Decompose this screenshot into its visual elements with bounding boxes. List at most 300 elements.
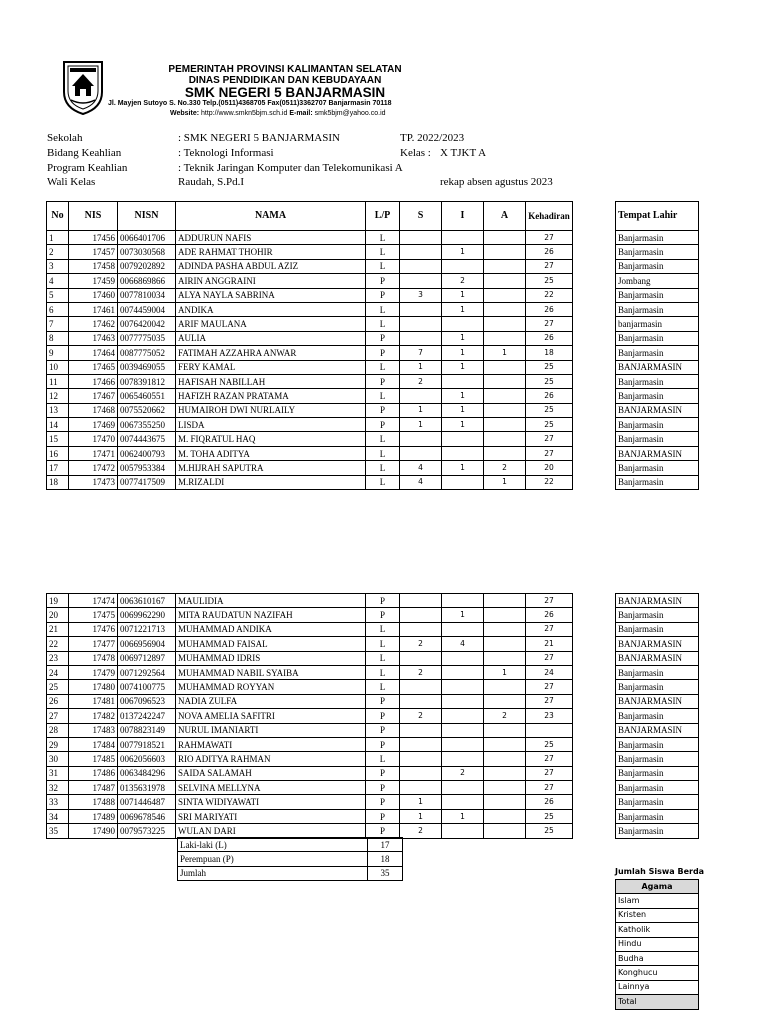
cell-nama: SELVINA MELLYNA [176, 781, 366, 795]
cell-nama: MITA RAUDATUN NAZIFAH [176, 608, 366, 622]
tempat-row [616, 608, 699, 622]
cell-izin: 1 [442, 389, 484, 403]
table-row [47, 461, 573, 475]
tempat-row [616, 274, 699, 288]
cell-tempat-lahir: Banjarmasin [616, 259, 699, 273]
table-row [47, 737, 573, 751]
cell-nisn: 0069962290 [118, 608, 176, 622]
tempat-row [616, 622, 699, 636]
table-header-row [47, 202, 573, 231]
cell-nama: AIRIN ANGGRAINI [176, 274, 366, 288]
cell-nis: 17475 [69, 608, 118, 622]
cell-tempat-lahir: Banjarmasin [616, 737, 699, 751]
cell-nis: 17486 [69, 766, 118, 780]
cell-lp: L [366, 446, 400, 460]
cell-nisn: 0063610167 [118, 594, 176, 608]
cell-kehadiran: 27 [526, 446, 573, 460]
tempat-row [616, 461, 699, 475]
cell-izin: 4 [442, 637, 484, 651]
cell-sakit [400, 781, 442, 795]
table-row [47, 475, 573, 489]
cell-tempat-lahir: Banjarmasin [616, 302, 699, 316]
cell-no: 19 [47, 594, 69, 608]
cell-sakit: 2 [400, 637, 442, 651]
table-row [47, 809, 573, 823]
cell-alpa [484, 302, 526, 316]
cell-nisn: 0079202892 [118, 259, 176, 273]
cell-tempat-lahir: Banjarmasin [616, 809, 699, 823]
table-row [47, 317, 573, 331]
cell-no: 23 [47, 651, 69, 665]
cell-no: 11 [47, 374, 69, 388]
cell-nis: 17456 [69, 231, 118, 245]
cell-kehadiran: 27 [526, 694, 573, 708]
agama-item: Katholik [616, 923, 699, 937]
cell-nisn: 0071221713 [118, 622, 176, 636]
cell-nama: AULIA [176, 331, 366, 345]
cell-izin: 1 [442, 245, 484, 259]
cell-no: 26 [47, 694, 69, 708]
cell-sakit: 2 [400, 374, 442, 388]
cell-alpa [484, 651, 526, 665]
table-row [47, 374, 573, 388]
cell-no: 9 [47, 346, 69, 360]
tempat-row [616, 752, 699, 766]
cell-nisn: 0073030568 [118, 245, 176, 259]
cell-alpa [484, 374, 526, 388]
cell-lp: L [366, 637, 400, 651]
cell-alpa [484, 317, 526, 331]
cell-kehadiran: 25 [526, 737, 573, 751]
summary-row [178, 838, 403, 852]
cell-alpa [484, 680, 526, 694]
cell-nis: 17467 [69, 389, 118, 403]
cell-sakit: 3 [400, 288, 442, 302]
cell-sakit: 4 [400, 475, 442, 489]
cell-nis: 17457 [69, 245, 118, 259]
summary-row [178, 866, 403, 880]
col-nisn: NISN [118, 202, 176, 231]
col-tempat-lahir: Tempat Lahir [616, 202, 699, 231]
cell-alpa [484, 781, 526, 795]
table-row [47, 403, 573, 417]
cell-izin [442, 432, 484, 446]
wali-value: Raudah, S.Pd.I [178, 176, 244, 188]
cell-nis: 17471 [69, 446, 118, 460]
cell-no: 6 [47, 302, 69, 316]
bidang-value: : Teknologi Informasi [178, 147, 274, 159]
cell-kehadiran [526, 723, 573, 737]
cell-nama: NURUL IMANIARTI [176, 723, 366, 737]
cell-nisn: 0067355250 [118, 418, 176, 432]
cell-lp: P [366, 594, 400, 608]
cell-nama: HUMAIROH DWI NURLAILY [176, 403, 366, 417]
table-row [47, 432, 573, 446]
cell-nama: NOVA AMELIA SAFITRI [176, 709, 366, 723]
agama-item: Kristen [616, 908, 699, 922]
tempat-row [616, 432, 699, 446]
cell-nama: M.RIZALDI [176, 475, 366, 489]
summary-value: 17 [368, 838, 403, 852]
cell-izin [442, 781, 484, 795]
cell-lp: L [366, 360, 400, 374]
cell-nis: 17485 [69, 752, 118, 766]
cell-no: 28 [47, 723, 69, 737]
email-link[interactable]: smk5bjm@yahoo.co.id [314, 110, 386, 117]
cell-nisn: 0078391812 [118, 374, 176, 388]
summary-row [178, 852, 403, 866]
cell-izin: 1 [442, 331, 484, 345]
cell-tempat-lahir: Banjarmasin [616, 781, 699, 795]
cell-alpa [484, 231, 526, 245]
cell-sakit [400, 694, 442, 708]
cell-nis: 17460 [69, 288, 118, 302]
cell-nama: SINTA WIDIYAWATI [176, 795, 366, 809]
tempat-row [616, 331, 699, 345]
cell-izin: 1 [442, 346, 484, 360]
cell-no: 22 [47, 637, 69, 651]
tempat-row [616, 737, 699, 751]
cell-alpa [484, 809, 526, 823]
cell-lp: L [366, 622, 400, 636]
agama-row [616, 995, 699, 1009]
tempat-row [616, 723, 699, 737]
cell-nisn: 0066956904 [118, 637, 176, 651]
cell-kehadiran: 25 [526, 374, 573, 388]
table-row [47, 665, 573, 679]
cell-sakit [400, 317, 442, 331]
cell-tempat-lahir: Banjarmasin [616, 245, 699, 259]
cell-alpa [484, 608, 526, 622]
cell-nisn: 0069678546 [118, 809, 176, 823]
tempat-row [616, 231, 699, 245]
cell-nisn: 0069712897 [118, 651, 176, 665]
bidang-label: Bidang Keahlian [47, 147, 122, 159]
agama-row [616, 937, 699, 951]
cell-no: 16 [47, 446, 69, 460]
cell-nis: 17488 [69, 795, 118, 809]
cell-no: 25 [47, 680, 69, 694]
cell-nis: 17469 [69, 418, 118, 432]
cell-nis: 17480 [69, 680, 118, 694]
cell-nisn: 0077918521 [118, 737, 176, 751]
col-kehadiran: Kehadiran [526, 202, 573, 231]
tempat-row [616, 360, 699, 374]
agama-table [615, 879, 699, 1010]
cell-sakit [400, 608, 442, 622]
cell-tempat-lahir: banjarmasin [616, 317, 699, 331]
cell-lp: L [366, 231, 400, 245]
website-link[interactable]: http://www.smkn5bjm.sch.id [201, 110, 288, 117]
cell-lp: L [366, 475, 400, 489]
cell-nama: WULAN DARI [176, 824, 366, 838]
cell-izin [442, 475, 484, 489]
cell-kehadiran: 26 [526, 389, 573, 403]
agama-item: Lainnya [616, 980, 699, 994]
cell-nama: ADDURUN NAFIS [176, 231, 366, 245]
col-nis: NIS [69, 202, 118, 231]
cell-nis: 17482 [69, 709, 118, 723]
table-row [47, 288, 573, 302]
cell-nama: M. TOHA ADITYA [176, 446, 366, 460]
cell-nis: 17481 [69, 694, 118, 708]
table-row [47, 709, 573, 723]
table-row [47, 346, 573, 360]
cell-alpa [484, 737, 526, 751]
kelas-label: Kelas : [400, 147, 431, 159]
cell-alpa [484, 331, 526, 345]
cell-lp: L [366, 245, 400, 259]
cell-alpa: 1 [484, 665, 526, 679]
cell-tempat-lahir: Banjarmasin [616, 795, 699, 809]
cell-nis: 17465 [69, 360, 118, 374]
cell-izin: 1 [442, 288, 484, 302]
table-row [47, 608, 573, 622]
tempat-row [616, 594, 699, 608]
cell-nis: 17489 [69, 809, 118, 823]
program-value: : Teknik Jaringan Komputer dan Telekomunikasi A [178, 162, 403, 174]
cell-kehadiran: 24 [526, 665, 573, 679]
cell-nama: NADIA ZULFA [176, 694, 366, 708]
tempat-row [616, 766, 699, 780]
cell-lp: L [366, 259, 400, 273]
tempat-row [616, 418, 699, 432]
cell-nama: MAULIDIA [176, 594, 366, 608]
sekolah-label: Sekolah [47, 132, 83, 144]
cell-izin: 1 [442, 809, 484, 823]
cell-nisn: 0135631978 [118, 781, 176, 795]
agama-row [616, 966, 699, 980]
table-row [47, 446, 573, 460]
cell-no: 10 [47, 360, 69, 374]
cell-izin [442, 709, 484, 723]
cell-nisn: 0062056603 [118, 752, 176, 766]
table-row [47, 637, 573, 651]
tempat-row [616, 302, 699, 316]
cell-tempat-lahir: BANJARMASIN [616, 403, 699, 417]
cell-no: 4 [47, 274, 69, 288]
cell-tempat-lahir: Banjarmasin [616, 389, 699, 403]
cell-sakit [400, 432, 442, 446]
agama-item: Islam [616, 894, 699, 908]
cell-lp: P [366, 737, 400, 751]
cell-lp: L [366, 317, 400, 331]
tempat-lahir-table-2 [615, 593, 699, 839]
cell-no: 1 [47, 231, 69, 245]
cell-izin: 2 [442, 274, 484, 288]
cell-nama: HAFIZH RAZAN PRATAMA [176, 389, 366, 403]
agama-row [616, 951, 699, 965]
tempat-header-row [616, 202, 699, 231]
cell-nisn: 0063484296 [118, 766, 176, 780]
cell-no: 12 [47, 389, 69, 403]
table-row [47, 594, 573, 608]
cell-izin [442, 723, 484, 737]
header-address: Jl. Mayjen Sutoyo S. No.330 Telp.(0511)4368705 Fax(0511)3362707 Banjarmasin 70118 [108, 100, 392, 107]
cell-alpa [484, 274, 526, 288]
tempat-row [616, 694, 699, 708]
cell-tempat-lahir: BANJARMASIN [616, 637, 699, 651]
cell-lp: P [366, 766, 400, 780]
cell-nama: MUHAMMAD ANDIKA [176, 622, 366, 636]
header-line-2: DINAS PENDIDIKAN DAN KEBUDAYAAN [188, 75, 382, 86]
cell-kehadiran: 25 [526, 418, 573, 432]
cell-sakit [400, 651, 442, 665]
table-row [47, 389, 573, 403]
cell-sakit [400, 389, 442, 403]
cell-alpa: 2 [484, 709, 526, 723]
cell-tempat-lahir: BANJARMASIN [616, 446, 699, 460]
cell-sakit: 2 [400, 824, 442, 838]
cell-nisn: 0078823149 [118, 723, 176, 737]
cell-nis: 17470 [69, 432, 118, 446]
cell-kehadiran: 25 [526, 360, 573, 374]
table-row [47, 752, 573, 766]
kelas-value: X TJKT A [440, 147, 487, 159]
cell-kehadiran: 27 [526, 680, 573, 694]
cell-kehadiran: 27 [526, 231, 573, 245]
tempat-row [616, 665, 699, 679]
agama-row [616, 980, 699, 994]
cell-kehadiran: 20 [526, 461, 573, 475]
cell-sakit [400, 231, 442, 245]
table-row [47, 723, 573, 737]
cell-alpa [484, 766, 526, 780]
cell-nisn: 0066401706 [118, 231, 176, 245]
cell-no: 32 [47, 781, 69, 795]
cell-nisn: 0074459004 [118, 302, 176, 316]
cell-nis: 17476 [69, 622, 118, 636]
table-row [47, 302, 573, 316]
cell-no: 17 [47, 461, 69, 475]
cell-alpa [484, 446, 526, 460]
cell-izin [442, 374, 484, 388]
cell-sakit [400, 723, 442, 737]
cell-nisn: 0087775052 [118, 346, 176, 360]
cell-nisn: 0076420042 [118, 317, 176, 331]
col-nama: NAMA [176, 202, 366, 231]
table-row [47, 680, 573, 694]
cell-nama: SRI MARIYATI [176, 809, 366, 823]
cell-alpa [484, 389, 526, 403]
cell-tempat-lahir: BANJARMASIN [616, 651, 699, 665]
cell-kehadiran: 26 [526, 302, 573, 316]
cell-izin [442, 231, 484, 245]
tempat-row [616, 389, 699, 403]
cell-lp: P [366, 274, 400, 288]
cell-kehadiran: 27 [526, 651, 573, 665]
cell-izin [442, 752, 484, 766]
tempat-row [616, 781, 699, 795]
cell-nis: 17478 [69, 651, 118, 665]
attendance-table-2 [46, 593, 573, 839]
cell-no: 24 [47, 665, 69, 679]
summary-label: Perempuan (P) [178, 852, 368, 866]
cell-nis: 17487 [69, 781, 118, 795]
cell-nis: 17484 [69, 737, 118, 751]
cell-alpa [484, 418, 526, 432]
cell-nisn: 0066869866 [118, 274, 176, 288]
cell-tempat-lahir: Banjarmasin [616, 824, 699, 838]
tempat-row [616, 374, 699, 388]
cell-lp: P [366, 346, 400, 360]
tempat-row [616, 680, 699, 694]
cell-izin: 1 [442, 360, 484, 374]
tempat-row [616, 651, 699, 665]
table-row [47, 766, 573, 780]
cell-izin: 1 [442, 418, 484, 432]
cell-tempat-lahir: Banjarmasin [616, 622, 699, 636]
cell-nis: 17466 [69, 374, 118, 388]
program-label: Program Keahlian [47, 162, 128, 174]
table-row [47, 360, 573, 374]
cell-tempat-lahir: Banjarmasin [616, 346, 699, 360]
cell-nis: 17458 [69, 259, 118, 273]
cell-kehadiran: 18 [526, 346, 573, 360]
agama-title: Jumlah Siswa Berda [615, 867, 705, 876]
cell-nisn: 0071446487 [118, 795, 176, 809]
cell-nisn: 0039469055 [118, 360, 176, 374]
cell-sakit [400, 274, 442, 288]
cell-alpa: 2 [484, 461, 526, 475]
cell-nama: MUHAMMAD FAISAL [176, 637, 366, 651]
cell-sakit: 1 [400, 403, 442, 417]
cell-lp: P [366, 809, 400, 823]
cell-kehadiran: 27 [526, 432, 573, 446]
agama-item: Konghucu [616, 966, 699, 980]
cell-kehadiran: 22 [526, 475, 573, 489]
cell-no: 8 [47, 331, 69, 345]
wali-label: Wali Kelas [47, 176, 96, 188]
cell-sakit: 4 [400, 461, 442, 475]
cell-izin [442, 259, 484, 273]
cell-izin: 1 [442, 403, 484, 417]
cell-tempat-lahir: BANJARMASIN [616, 360, 699, 374]
cell-tempat-lahir: Banjarmasin [616, 288, 699, 302]
cell-tempat-lahir: Banjarmasin [616, 665, 699, 679]
cell-nama: MUHAMMAD NABIL SYAIBA [176, 665, 366, 679]
cell-izin [442, 446, 484, 460]
gender-summary-table [177, 837, 403, 881]
cell-alpa [484, 288, 526, 302]
agama-header: Agama [616, 880, 699, 894]
cell-no: 34 [47, 809, 69, 823]
cell-no: 21 [47, 622, 69, 636]
cell-no: 2 [47, 245, 69, 259]
cell-no: 31 [47, 766, 69, 780]
cell-tempat-lahir: Banjarmasin [616, 475, 699, 489]
cell-nisn: 0077810034 [118, 288, 176, 302]
cell-sakit [400, 680, 442, 694]
cell-nis: 17472 [69, 461, 118, 475]
cell-nama: LISDA [176, 418, 366, 432]
cell-sakit [400, 594, 442, 608]
cell-lp: P [366, 709, 400, 723]
cell-tempat-lahir: Banjarmasin [616, 331, 699, 345]
cell-sakit [400, 302, 442, 316]
cell-sakit: 1 [400, 418, 442, 432]
cell-lp: P [366, 795, 400, 809]
cell-lp: L [366, 461, 400, 475]
cell-sakit: 1 [400, 809, 442, 823]
cell-alpa [484, 360, 526, 374]
tempat-lahir-table-1 [615, 201, 699, 490]
summary-label: Laki-laki (L) [178, 838, 368, 852]
cell-no: 5 [47, 288, 69, 302]
cell-tempat-lahir: Banjarmasin [616, 432, 699, 446]
cell-sakit [400, 446, 442, 460]
tempat-row [616, 824, 699, 838]
